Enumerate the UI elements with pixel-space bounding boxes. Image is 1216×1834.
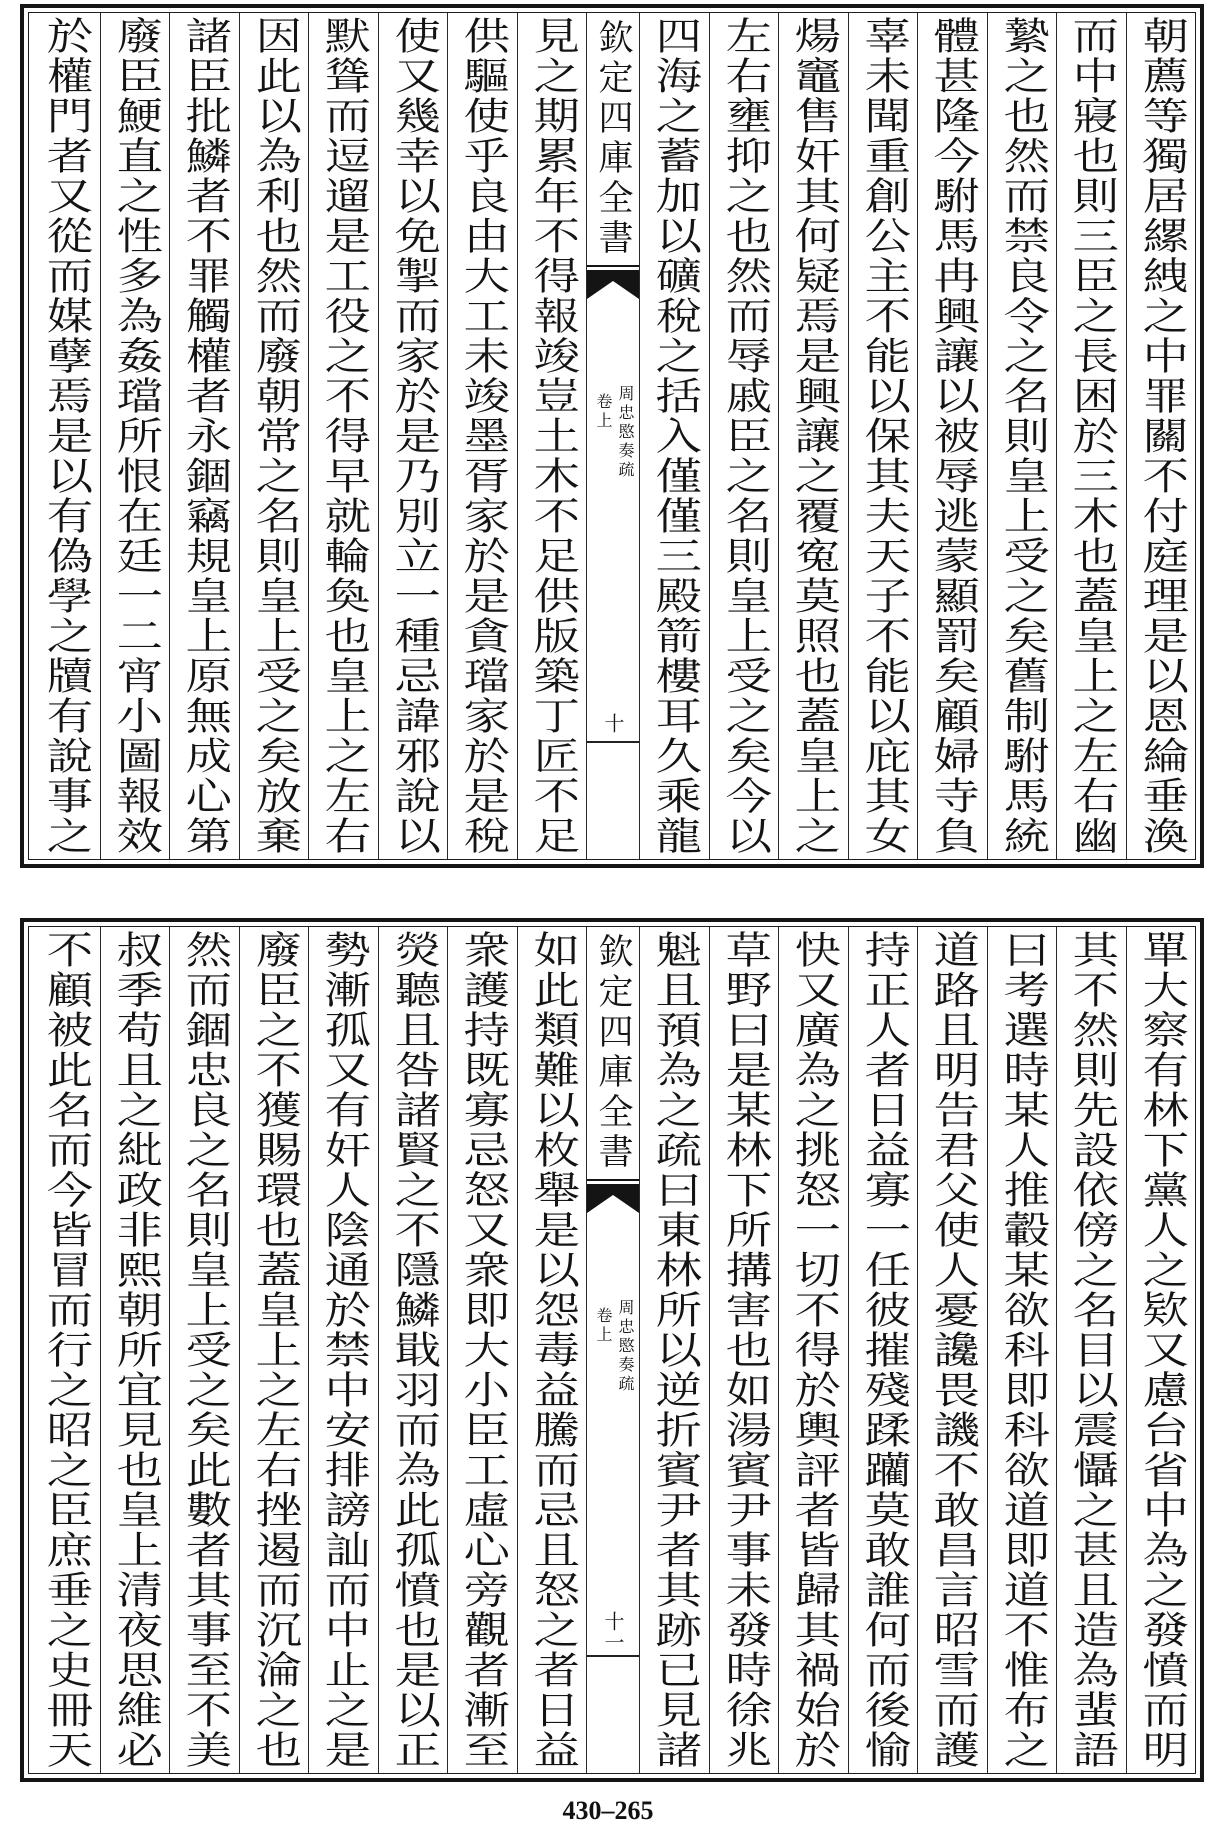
page-number-rule	[587, 1655, 639, 1657]
text-column	[308, 13, 378, 859]
text-column	[1056, 13, 1126, 859]
center-fold-column	[586, 13, 639, 859]
fish-tail-ornament	[587, 1179, 639, 1213]
leaf-page-number: 十	[601, 713, 625, 734]
text-column	[169, 927, 239, 1773]
collection-banner: 欽定四庫全書	[593, 933, 633, 1173]
text-column	[517, 927, 587, 1773]
text-column	[1126, 13, 1196, 859]
column-text: 使又幾幸以免掣而家於是乃別立一種忌諱邪說以	[386, 16, 440, 856]
column-text: 熒聽且咎諸賢之不隱鱗戢羽而為此孤憤也是以正	[386, 930, 440, 1770]
center-fold-column	[586, 927, 639, 1773]
text-column	[239, 13, 309, 859]
volume-label: 卷上	[594, 1307, 613, 1345]
text-column	[917, 927, 987, 1773]
text-column	[239, 927, 309, 1773]
column-text: 曰考選時某人推轂某欲科即科欲道即道不惟布之	[995, 930, 1049, 1770]
text-column	[639, 927, 709, 1773]
text-column	[30, 927, 100, 1773]
column-text: 魁且預為之疏曰東林所以逆折賓尹者其跡已見諸	[647, 930, 702, 1770]
column-text: 見之期累年不得報竣豈土木不足供版築丁匠不足	[525, 16, 579, 856]
text-column	[447, 927, 517, 1773]
column-text: 煬竈售奸其何疑焉是興讓之覆寃莫照也蓋皇上之	[786, 16, 841, 856]
column-text: 縶之也然而禁良令之名則皇上受之矣舊制駙馬統	[995, 16, 1049, 856]
column-text: 衆護持既寡忌怒又衆即大小臣工虛心旁觀者漸至	[455, 930, 510, 1770]
column-text: 朝薦等獨居縲絏之中罪關不付庭理是以恩綸垂渙	[1134, 16, 1188, 856]
column-text: 勢漸孤又有奸人陰通於禁中安排謗訕而中止之是	[316, 930, 371, 1770]
text-column	[1126, 927, 1196, 1773]
column-text: 而中寢也則三臣之長困於三木也蓋皇上之左右幽	[1064, 16, 1119, 856]
top-leaf-frame	[28, 12, 1196, 860]
column-text: 諸臣批鱗者不罪觸權者永錮竊規皇上原無成心第	[177, 16, 232, 856]
collection-banner: 欽定四庫全書	[593, 19, 633, 259]
column-text: 叔季苟且之紕政非熙朝所宜見也皇上清夜思維必	[108, 930, 162, 1770]
book-title: 周忠愍奏疏	[616, 385, 635, 480]
text-column	[987, 927, 1057, 1773]
column-text: 默聳而逗遛是工役之不得早就輪奐也皇上之左右	[316, 16, 371, 856]
folio-page-number: 430–265	[562, 1796, 654, 1825]
text-column	[1056, 927, 1126, 1773]
top-leaf	[20, 4, 1204, 868]
text-column	[100, 927, 170, 1773]
text-column	[30, 13, 100, 859]
column-text: 如此類難以枚舉是以怨毒益騰而忌且怒之者日益	[525, 930, 579, 1770]
text-column	[987, 13, 1057, 859]
column-text: 因此以為利也然而廢朝常之名則皇上受之矣放棄	[247, 16, 301, 856]
text-column	[169, 13, 239, 859]
volume-label: 卷上	[594, 393, 613, 431]
text-column	[378, 927, 448, 1773]
text-column	[848, 927, 918, 1773]
text-column	[778, 927, 848, 1773]
bottom-leaf-frame	[28, 926, 1196, 1774]
column-text: 快又廣為之挑怒一切不得於輿評者皆歸其禍始於	[786, 930, 841, 1770]
column-text: 不顧被此名而今皆冒而行之昭之臣庶垂之史冊天	[38, 930, 93, 1770]
column-text: 辜未聞重創公主不能以保其夫天子不能以庇其女	[856, 16, 910, 856]
column-text: 四海之蓄加以礦稅之括入僅僅三殿箭樓耳久乘龍	[647, 16, 702, 856]
column-text: 於權門者又從而媒孽焉是以有偽學之牘有說事之	[38, 16, 93, 856]
text-column	[778, 13, 848, 859]
column-text: 其不然則先設依傍之名目以震懾之甚且造為蜚語	[1064, 930, 1119, 1770]
text-column	[639, 13, 709, 859]
column-text: 持正人者日益寡一任彼摧殘蹂躪莫敢誰何而後愉	[856, 930, 910, 1770]
text-column	[308, 927, 378, 1773]
text-column	[100, 13, 170, 859]
text-column	[917, 13, 987, 859]
column-text: 廢臣之不獲賜環也蓋皇上之左右挫遏而沉淪之也	[247, 930, 301, 1770]
text-column	[848, 13, 918, 859]
column-text: 單大察有林下黨人之欵又慮台省中為之發憤而明	[1134, 930, 1188, 1770]
page-number-rule	[587, 741, 639, 743]
column-text: 然而錮忠良之名則皇上受之矣此數者其事至不美	[177, 930, 232, 1770]
bottom-leaf	[20, 918, 1204, 1782]
column-text: 道路且明告君父使人憂讒畏譏不敢昌言昭雪而護	[925, 930, 980, 1770]
column-text: 草野曰是某林下所搆害也如湯賓尹事未發時徐兆	[717, 930, 771, 1770]
leaf-page-number: 十一	[601, 1611, 625, 1653]
text-column	[709, 927, 779, 1773]
fish-tail-ornament	[587, 265, 639, 299]
book-title: 周忠愍奏疏	[616, 1299, 635, 1394]
text-column	[709, 13, 779, 859]
text-column	[447, 13, 517, 859]
text-column	[517, 13, 587, 859]
column-text: 左右壅抑之也然而辱戚臣之名則皇上受之矣今以	[717, 16, 771, 856]
column-text: 體甚隆今駙馬冉興讓以被辱逃蒙顯罰矣顧婦寺負	[925, 16, 980, 856]
column-text: 廢臣鯁直之性多為姦璫所恨在廷一二宵小圖報效	[108, 16, 162, 856]
column-text: 供驅使乎良由大工未竣墨胥家於是貪璫家於是稅	[455, 16, 510, 856]
text-column	[378, 13, 448, 859]
